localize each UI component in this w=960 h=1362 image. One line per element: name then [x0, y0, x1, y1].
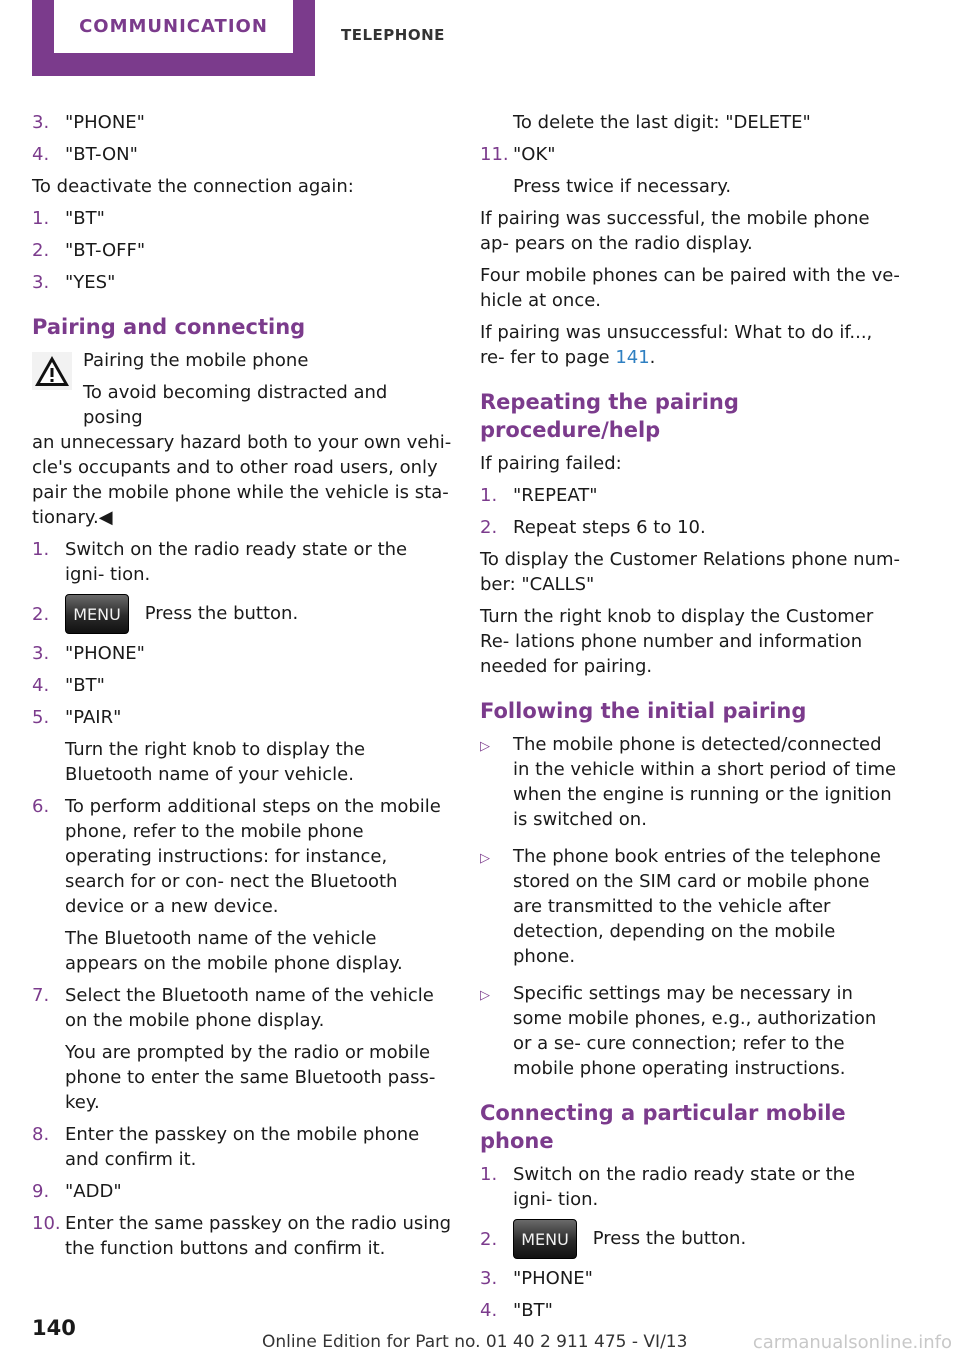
step-text: To perform additional steps on the mobile phone, refer to the mobile phone operating instructions: for instance, search for or con‐ nect the Bluetooth device or a new device. [65, 796, 441, 917]
list-item [32, 794, 452, 976]
delete-text: To delete the last digit: "DELETE" [513, 112, 811, 133]
list-item [480, 1266, 900, 1291]
step-text: "BT" [65, 675, 105, 696]
step-text: Enter the same passkey on the radio using the function buttons and confirm it. [65, 1213, 452, 1259]
step-body [513, 142, 900, 199]
repeat-heading: Repeating the pairing procedure/help [480, 390, 739, 442]
list-item [32, 641, 452, 666]
step-number: 1. [480, 1164, 498, 1185]
deactivate-steps [32, 206, 452, 295]
step-number: 10. [32, 1213, 61, 1234]
step-text: Switch on the radio ready state or the igni‐ tion. [513, 1164, 856, 1210]
step-text: "ADD" [65, 1181, 122, 1202]
period: . [649, 347, 656, 368]
list-item [32, 705, 452, 787]
if-failed-text: If pairing failed: [480, 453, 622, 474]
step-number: 2. [32, 240, 50, 261]
step-number: 3. [32, 272, 50, 293]
step-body [65, 705, 452, 787]
ok-step [480, 142, 900, 199]
step-text: "YES" [65, 272, 116, 293]
step-text: "OK" [513, 144, 556, 165]
list-item [32, 1122, 452, 1172]
list-item [480, 732, 900, 832]
step-text: Select the Bluetooth name of the vehicle on the mobile phone display. [65, 985, 434, 1031]
unsuccessful-text [480, 320, 900, 370]
step-text: "PAIR" [65, 707, 122, 728]
success-text: If pairing was successful, the mobile phone ap‐ pears on the radio display. [480, 208, 870, 254]
warning-text: an unnecessary hazard both to your own vehi‐ cle's occupants and to other road users, only pair the mobile phone while the vehicle is sta‐ tionary.◀ [32, 432, 452, 528]
connect-steps [480, 1162, 900, 1323]
list-item [32, 206, 452, 231]
pairing-steps [32, 537, 452, 1261]
step-subtext: Turn the right knob to display the Bluetooth name of your vehicle. [65, 739, 366, 785]
step-text: Repeat steps 6 to 10. [513, 517, 706, 538]
following-bullets [480, 732, 900, 1081]
deactivate-text: To deactivate the connection again: [32, 176, 354, 197]
step-number: 11. [480, 144, 509, 165]
list-item [32, 270, 452, 295]
bullet-text: The mobile phone is detected/connected in the vehicle within a short period of time when the engine is running or the ignition is switched on. [513, 734, 897, 830]
step-text: "BT" [513, 1300, 553, 1321]
knob-text: Turn the right knob to display the Customer Re‐ lations phone number and information needed for pairing. [480, 606, 874, 677]
tab-communication[interactable] [32, 0, 315, 76]
list-item [480, 483, 900, 508]
bullet-text: Specific settings may be necessary in some mobile phones, e.g., authorization or a se‐ cure connection; refer to the mobile phone operating instructions. [513, 983, 877, 1079]
list-item [32, 238, 452, 263]
list-item [32, 142, 452, 167]
list-item [32, 673, 452, 698]
warning-title: Pairing the mobile phone [83, 350, 309, 371]
step-number: 2. [480, 1228, 498, 1250]
step-body [65, 983, 452, 1115]
tab-telephone[interactable]: TELEPHONE [341, 26, 445, 44]
step-number: 1. [32, 208, 50, 229]
warning-triangle-icon [32, 352, 72, 390]
triangle-bullet-icon: ▷ [480, 988, 490, 1003]
page-link[interactable]: 141 [615, 347, 650, 368]
edition-footer: Online Edition for Part no. 01 40 2 911 475 - VI/13 [262, 1332, 688, 1352]
step-text: Press the button. [144, 603, 299, 624]
list-item [32, 594, 452, 634]
list-item [32, 1211, 452, 1261]
list-item [480, 844, 900, 969]
triangle-bullet-icon: ▷ [480, 739, 490, 754]
step-text: Press the button. [592, 1228, 747, 1249]
list-item [480, 1298, 900, 1323]
unsuccessful-label: If pairing was unsuccessful: What to do if..., re‐ fer to page [480, 322, 873, 368]
step-number: 3. [32, 643, 50, 664]
tab-communication-label: COMMUNICATION [54, 0, 293, 53]
list-item [480, 515, 900, 540]
menu-button[interactable]: MENU [513, 1219, 577, 1259]
list-item [480, 981, 900, 1081]
step-subtext: The Bluetooth name of the vehicle appears on the mobile phone display. [65, 928, 403, 974]
pairing-heading: Pairing and connecting [32, 315, 306, 339]
warning-line1: To avoid becoming distracted and posing [83, 382, 388, 428]
step-text: Enter the passkey on the mobile phone and confirm it. [65, 1124, 420, 1170]
bullet-text: The phone book entries of the telephone stored on the SIM card or mobile phone are transmitted to the vehicle after detection, depending on the mobile phone. [513, 846, 881, 967]
step-body [65, 594, 452, 634]
step-text: "REPEAT" [513, 485, 598, 506]
intro-steps [32, 110, 452, 167]
step-number: 3. [480, 1268, 498, 1289]
step-number: 7. [32, 985, 50, 1006]
step-number: 6. [32, 796, 50, 817]
connecting-heading: Connecting a particular mobile phone [480, 1101, 846, 1153]
right-column [480, 110, 900, 1330]
watermark: carmanualsonline.info [752, 1332, 952, 1353]
step-subtext: Press twice if necessary. [513, 176, 732, 197]
step-number: 1. [480, 485, 498, 506]
step-body [513, 1219, 900, 1259]
list-item [32, 537, 452, 587]
step-text: "BT" [65, 208, 105, 229]
repeat-steps [480, 483, 900, 540]
step-text: "PHONE" [513, 1268, 593, 1289]
step-number: 8. [32, 1124, 50, 1145]
list-item [32, 1179, 452, 1204]
triangle-bullet-icon: ▷ [480, 851, 490, 866]
menu-button[interactable]: MENU [65, 594, 129, 634]
step-text: "BT-ON" [65, 144, 138, 165]
list-item [32, 983, 452, 1115]
list-item [480, 142, 900, 199]
page-number: 140 [32, 1316, 76, 1340]
step-number: 3. [32, 112, 50, 133]
step-text: "BT-OFF" [65, 240, 146, 261]
step-number: 4. [32, 675, 50, 696]
left-column [32, 110, 452, 1268]
following-heading: Following the initial pairing [480, 699, 807, 723]
step-number: 2. [480, 517, 498, 538]
step-number: 5. [32, 707, 50, 728]
list-item [480, 1219, 900, 1259]
step-number: 9. [32, 1181, 50, 1202]
step-text: "PHONE" [65, 112, 145, 133]
list-item [480, 1162, 900, 1212]
list-item [32, 110, 452, 135]
step-text: Switch on the radio ready state or the igni‐ tion. [65, 539, 408, 585]
step-subtext: You are prompted by the radio or mobile phone to enter the same Bluetooth pass‐ key. [65, 1042, 436, 1113]
calls-text: To display the Customer Relations phone num‐ ber: "CALLS" [480, 549, 901, 595]
step-number: 4. [480, 1300, 498, 1321]
four-phones-text: Four mobile phones can be paired with the ve‐ hicle at once. [480, 265, 900, 311]
step-number: 2. [32, 603, 50, 625]
warning-block [32, 348, 452, 530]
step-number: 4. [32, 144, 50, 165]
step-body [65, 794, 452, 976]
step-number: 1. [32, 539, 50, 560]
step-text: "PHONE" [65, 643, 145, 664]
